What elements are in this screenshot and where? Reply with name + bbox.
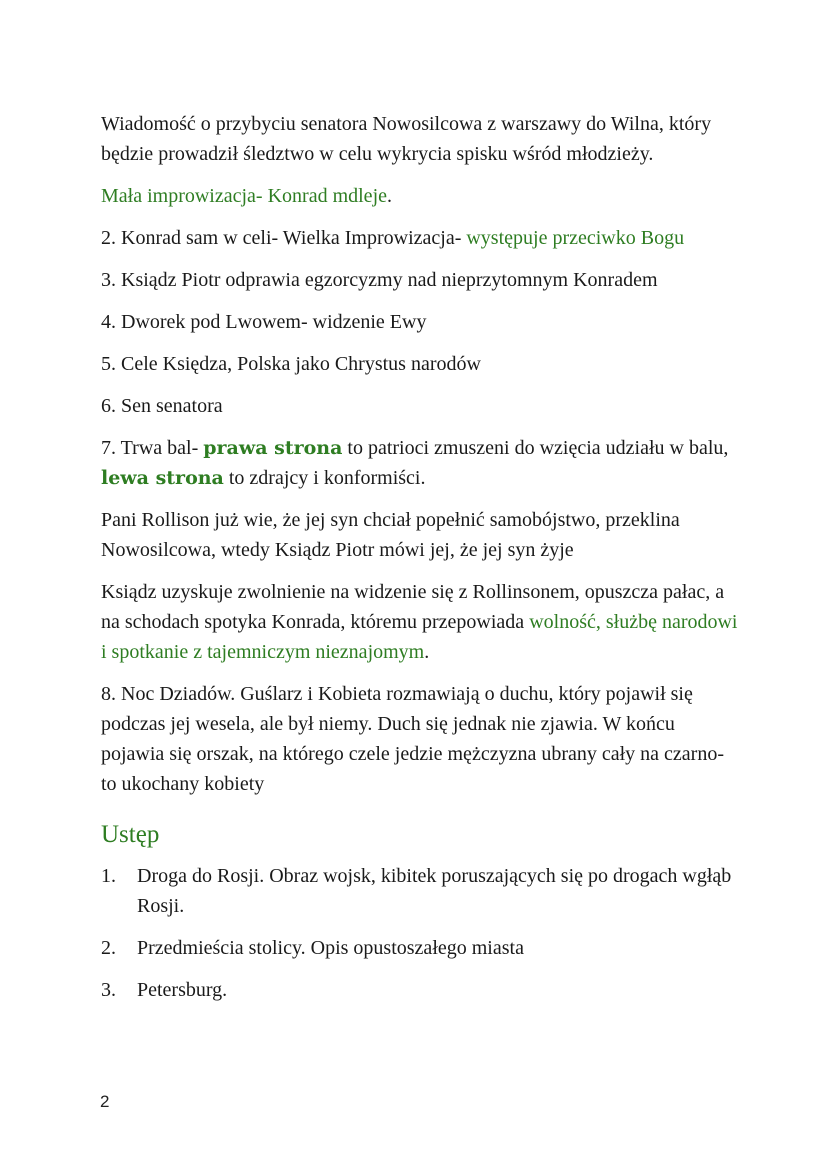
list-number: 2. [101, 937, 116, 959]
paragraph-senator-dream: 6. Sen senatora [101, 395, 223, 417]
paragraph-priest-cell: 5. Cele Księdza, Polska jako Chrystus narodów [101, 353, 481, 375]
section-heading: Ustęp [101, 821, 160, 848]
list-text: Przedmieścia stolicy. Opis opustoszałego miasta [137, 937, 524, 959]
highlight-right-side: prawa strona [203, 437, 343, 459]
paragraph-small-improvisation [101, 181, 741, 211]
highlight-against-god: występuje przeciwko Bogu [466, 227, 685, 249]
document-body [101, 109, 741, 1017]
text-ball-end: to zdrajcy i konformiści. [223, 467, 426, 489]
paragraph-ball [101, 433, 741, 493]
paragraph-rollison: Pani Rollison już wie, że jej syn chciał popełnić samobójstwo, przeklina Nowosilcowa, wtedy Ksiądz Piotr mówi jej, że jej syn żyje [101, 509, 680, 561]
page-number: 2 [100, 1092, 110, 1111]
list-text: Petersburg. [137, 979, 228, 1001]
text-ball-start: 7. Trwa bal- [101, 437, 204, 459]
paragraph-great-improvisation [101, 223, 741, 253]
paragraph-exorcism: 3. Ksiądz Piotr odprawia egzorcyzmy nad nieprzytomnym Konradem [101, 269, 658, 291]
highlight-small-improvisation: Mała improwizacja- Konrad mdleje [101, 185, 387, 207]
paragraph-priest-release [101, 577, 741, 667]
list-item [101, 975, 741, 1005]
text-priest-release: Ksiądz uzyskuje zwolnienie na widzenie się z Rollinsonem, opuszcza pałac, a na schodach spotyka Konrada, któremu przepowiada [101, 581, 725, 633]
section-list [101, 861, 741, 1005]
paragraph-forefathers-eve: 8. Noc Dziadów. Guślarz i Kobieta rozmawiają o duchu, który pojawił się podczas jej wesela, ale był niemy. Duch się jednak nie zjawia. W końcu pojawia się orszak, na którego czele jedzie mężczyzna ubrany cały na czarno- to ukochany kobiety [101, 683, 724, 795]
paragraph-manor-lviv: 4. Dworek pod Lwowem- widzenie Ewy [101, 311, 427, 333]
text-ball-mid: to patrioci zmuszeni do wzięcia udziału w balu, [342, 437, 729, 459]
list-number: 1. [101, 865, 116, 887]
list-item [101, 933, 741, 963]
list-text: Droga do Rosji. Obraz wojsk, kibitek poruszających się po drogach wgłąb Rosji. [137, 865, 732, 917]
highlight-prophecy: wolność, służbę narodowi i spotkanie z tajemniczym nieznajomym [101, 611, 738, 663]
list-item [101, 861, 741, 921]
highlight-left-side: lewa strona [101, 467, 224, 489]
period: . [387, 185, 392, 207]
paragraph-senator-news: Wiadomość o przybyciu senatora Nowosilcowa z warszawy do Wilna, który będzie prowadził śledztwo w celu wykrycia spisku wśród młodzieży. [101, 113, 712, 165]
text-scene-2: 2. Konrad sam w celi- Wielka Improwizacja- [101, 227, 467, 249]
list-number: 3. [101, 979, 116, 1001]
period: . [424, 641, 430, 663]
